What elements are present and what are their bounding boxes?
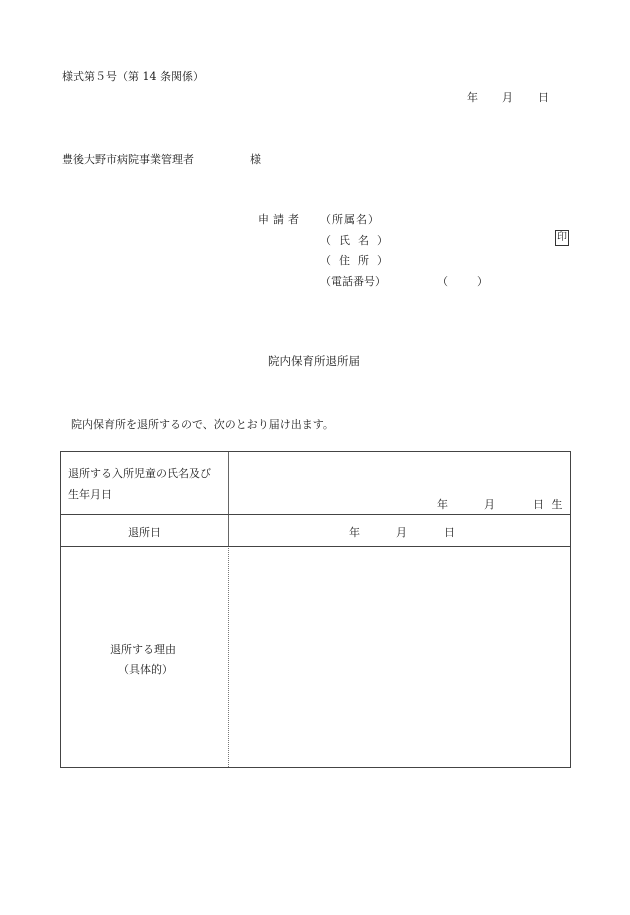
form-number: 様式第５号（第 14 条関係） xyxy=(62,70,204,83)
table-row-divider xyxy=(61,546,570,547)
withdrawal-table xyxy=(60,451,571,768)
date-month-label: 月 xyxy=(502,91,513,104)
area-code-close-paren: ） xyxy=(477,275,488,288)
document-title: 院内保育所退所届 xyxy=(268,354,360,368)
address-field[interactable]: （住所） xyxy=(320,254,396,267)
area-code-open-paren: （ xyxy=(437,275,448,288)
reason-label-line2: （具体的） xyxy=(118,663,173,676)
phone-field[interactable]: （電話番号） xyxy=(320,275,386,288)
withdrawal-date-label: 退所日 xyxy=(128,526,161,539)
child-info-label-line2: 生年月日 xyxy=(68,488,112,501)
table-column-divider-dotted xyxy=(228,546,229,767)
addressee-suffix: 様 xyxy=(250,153,261,166)
date-day-label: 日 xyxy=(538,91,549,104)
birth-year-label: 年 xyxy=(437,498,448,511)
child-info-label-line1: 退所する入所児童の氏名及び xyxy=(68,467,211,480)
birth-day-label: 日 生 xyxy=(533,498,563,511)
withdrawal-day-label: 日 xyxy=(444,526,455,539)
affiliation-field[interactable]: （所属名） xyxy=(320,213,380,226)
date-year-label: 年 xyxy=(467,91,478,104)
birth-month-label: 月 xyxy=(484,498,495,511)
applicant-label: 申請者 xyxy=(258,213,303,226)
intro-statement: 院内保育所を退所するので、次のとおり届け出ます。 xyxy=(71,418,334,431)
withdrawal-year-label: 年 xyxy=(349,526,360,539)
addressee-name: 豊後大野市病院事業管理者 xyxy=(62,153,194,166)
table-column-divider xyxy=(228,452,229,546)
table-row-divider xyxy=(61,514,570,515)
reason-label-line1: 退所する理由 xyxy=(110,643,176,656)
applicant-name-field[interactable]: （氏名） xyxy=(320,234,396,247)
withdrawal-month-label: 月 xyxy=(396,526,407,539)
seal-stamp-box: 印 xyxy=(555,230,569,246)
